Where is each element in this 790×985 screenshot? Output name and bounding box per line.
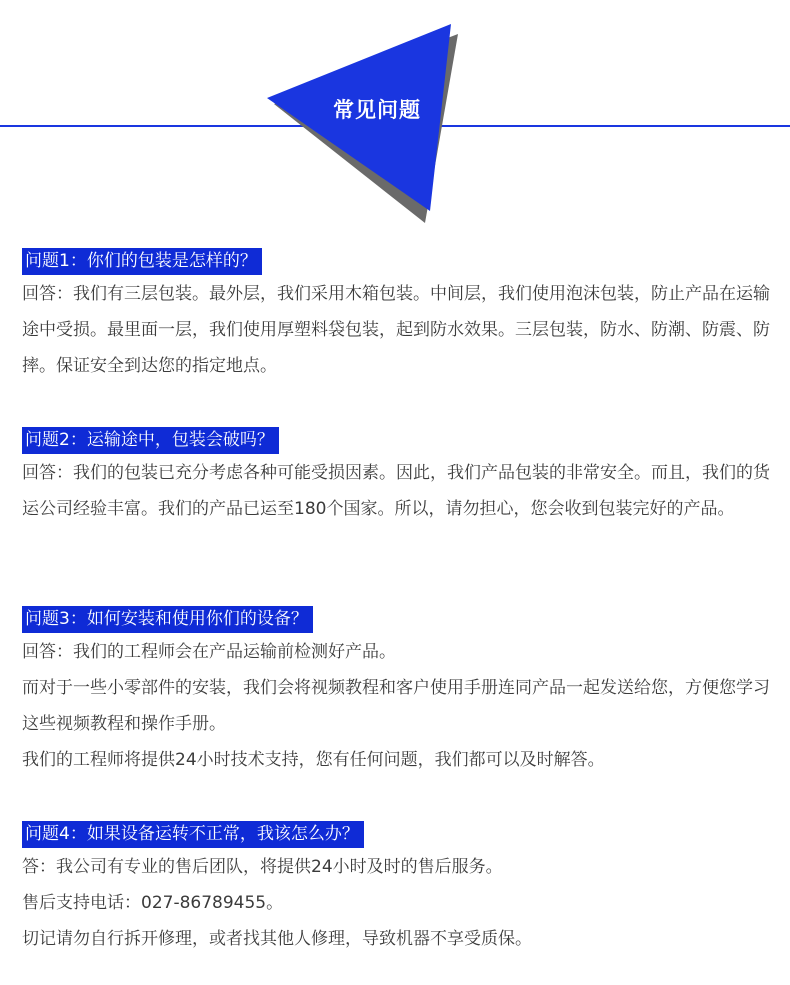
faq-question-2: 问题2：运输途中，包装会破吗？: [22, 427, 279, 454]
faq-answer-3-paragraph-2: 而对于一些小零部件的安装，我们会将视频教程和客户使用手册连同产品一起发送给您，方便您学习这些视频教程和操作手册。: [22, 678, 770, 734]
faq-answer-4-paragraph-3: 切记请勿自行拆开修理，或者找其他人修理，导致机器不享受质保。: [22, 929, 532, 949]
faq-item-4: [22, 821, 782, 957]
faq-item-3: [22, 606, 782, 778]
faq-item-2: [22, 427, 782, 527]
faq-answer-4-paragraph-2: 售后支持电话：027-86789455。: [22, 893, 284, 913]
faq-answer-1-paragraph-1: 回答：我们有三层包装。最外层，我们采用木箱包装。中间层，我们使用泡沫包装，防止产品在运输途中受损。最里面一层，我们使用厚塑料袋包装，起到防水效果。三层包装，防水、防潮、防震、防摔。保证安全到达您的指定地点。: [22, 284, 770, 376]
faq-question-4: 问题4：如果设备运转不正常，我该怎么办？: [22, 821, 364, 848]
faq-answer-3-paragraph-1: 回答：我们的工程师会在产品运输前检测好产品。: [22, 642, 396, 662]
faq-answer-1: [22, 276, 782, 384]
page-header: [0, 0, 790, 230]
page-title: 常见问题: [333, 98, 421, 122]
faq-answer-2: [22, 455, 782, 527]
faq-answer-4: [22, 849, 782, 957]
faq-question-1: 问题1：你们的包装是怎样的？: [22, 248, 262, 275]
faq-question-3: 问题3：如何安装和使用你们的设备？: [22, 606, 313, 633]
faq-answer-4-paragraph-1: 答：我公司有专业的售后团队，将提供24小时及时的售后服务。: [22, 857, 503, 877]
faq-answer-3: [22, 634, 782, 778]
faq-answer-3-paragraph-3: 我们的工程师将提供24小时技术支持，您有任何问题，我们都可以及时解答。: [22, 750, 605, 770]
faq-item-1: [22, 248, 782, 384]
faq-answer-2-paragraph-1: 回答：我们的包装已充分考虑各种可能受损因素。因此，我们产品包装的非常安全。而且，我们的货运公司经验丰富。我们的产品已运至180个国家。所以，请勿担心，您会收到包装完好的产品。: [22, 463, 770, 519]
